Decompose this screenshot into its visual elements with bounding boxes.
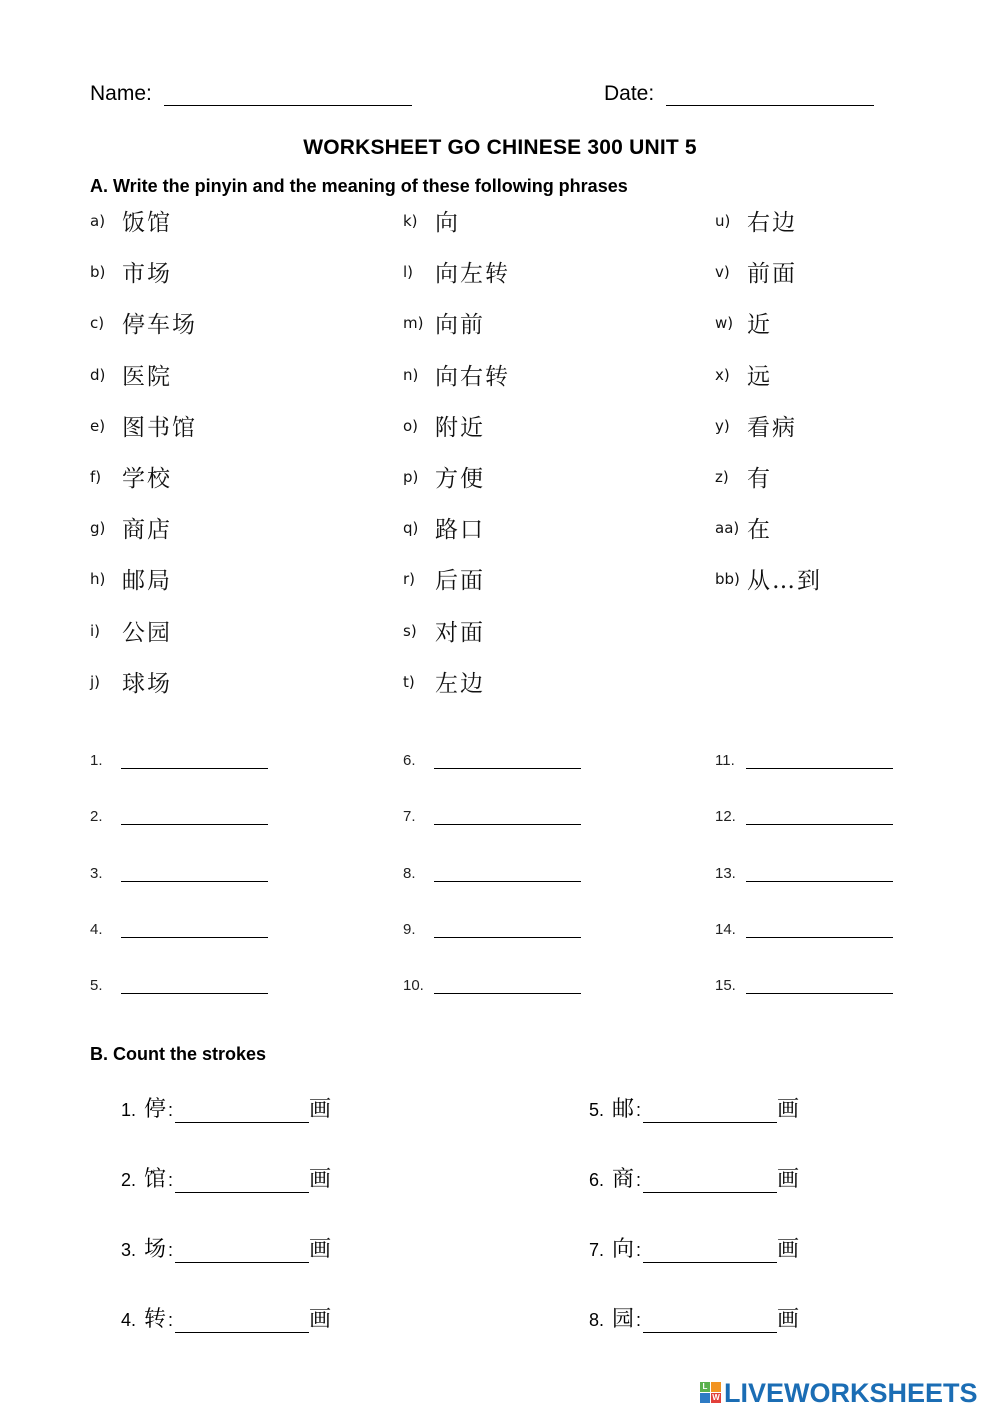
phrase-chinese: 路口 [435,517,485,544]
answer-item [403,921,581,938]
answer-item [715,865,893,882]
phrase-chinese: 对面 [435,619,485,646]
answer-input-line[interactable] [746,865,893,882]
answer-input-line[interactable] [746,808,893,825]
answer-item [90,865,268,882]
phrase-chinese: 在 [747,517,772,544]
stroke-number: 1. [121,1100,137,1120]
logo-letter-w: W [712,1393,720,1402]
stroke-number: 5. [589,1100,605,1120]
stroke-item [589,1162,799,1193]
phrase-letter: t) [403,672,415,691]
phrase-chinese: 向前 [435,312,485,339]
phrase-letter: m) [403,314,424,333]
phrase-letter: s) [403,621,417,640]
answer-input-line[interactable] [434,921,581,938]
stroke-colon: : [168,1170,174,1190]
phrase-letter: r) [403,570,416,589]
answer-number: 8. [403,864,416,882]
phrase-chinese: 公园 [122,619,172,646]
logo-letter-l: L [702,1382,708,1391]
stroke-number: 6. [589,1170,605,1190]
answer-item [90,808,268,825]
stroke-colon: : [636,1100,642,1120]
section-b-heading: B. Count the strokes [90,1044,267,1064]
phrase-chinese: 有 [747,466,772,492]
stroke-colon: : [636,1240,642,1260]
phrase-letter: bb) [715,570,740,589]
stroke-character: 转 [144,1307,167,1332]
phrase-chinese: 看病 [747,414,797,441]
phrase-chinese: 市场 [122,261,172,288]
phrase-letter: f) [90,468,102,486]
stroke-item [121,1092,331,1123]
stroke-input-line[interactable] [175,1242,309,1263]
answer-item [715,977,893,994]
phrase-letter: e) [90,416,106,435]
phrase-chinese: 向 [435,210,460,236]
stroke-character: 馆 [144,1167,167,1192]
name-field [90,82,412,106]
answer-input-line[interactable] [121,865,268,882]
phrase-chinese: 后面 [435,568,485,595]
answer-number: 6. [403,752,416,769]
phrase-letter: q) [403,519,419,538]
phrase-chinese: 前面 [747,261,797,288]
stroke-input-line[interactable] [643,1242,777,1263]
answer-number: 11. [715,752,735,769]
name-label: Name: [90,82,152,105]
phrase-letter: l) [403,263,414,282]
phrase-letter: a) [90,212,106,230]
answer-number: 10. [403,977,424,995]
stroke-item [121,1232,331,1263]
phrase-letter: i) [90,621,101,640]
stroke-input-line[interactable] [643,1102,777,1123]
stroke-number: 2. [121,1170,137,1190]
stroke-item [589,1302,799,1333]
phrase-letter: d) [90,365,106,384]
phrase-letter: b) [90,263,106,282]
answer-item [715,921,893,938]
answer-input-line[interactable] [434,865,581,882]
answer-input-line[interactable] [746,977,893,994]
phrase-letter: z) [715,468,729,486]
stroke-input-line[interactable] [175,1312,309,1333]
answer-number: 4. [90,920,103,938]
phrase-chinese: 图书馆 [122,414,197,441]
stroke-unit: 画 [309,1237,332,1262]
phrase-chinese: 右边 [747,210,797,236]
answer-item [715,752,893,769]
stroke-colon: : [168,1240,174,1260]
phrase-letter: v) [715,263,730,282]
stroke-unit: 画 [309,1307,332,1332]
answer-input-line[interactable] [121,977,268,994]
answer-number: 15. [715,977,736,995]
answer-item [403,977,581,994]
phrase-chinese: 向右转 [435,363,510,390]
answer-number: 1. [90,752,103,769]
answer-number: 13. [715,864,736,882]
phrase-letter: g) [90,519,106,538]
phrase-chinese: 附近 [435,414,485,441]
stroke-number: 4. [121,1310,137,1330]
phrase-chinese: 饭馆 [122,210,172,236]
stroke-character: 邮 [612,1097,635,1122]
stroke-input-line[interactable] [175,1102,309,1123]
phrase-chinese: 学校 [122,466,172,492]
phrase-chinese: 远 [747,363,772,390]
answer-item [715,808,893,825]
answer-item [90,752,268,769]
stroke-unit: 画 [777,1167,800,1192]
stroke-unit: 画 [309,1097,332,1122]
stroke-colon: : [636,1310,642,1330]
phrase-letter: n) [403,365,419,384]
stroke-colon: : [636,1170,642,1190]
liveworksheets-logo-icon [700,1382,721,1403]
phrase-chinese: 左边 [435,670,485,697]
phrase-chinese: 向左转 [435,261,510,288]
phrase-letter: j) [90,672,101,691]
stroke-character: 场 [144,1237,167,1262]
phrase-chinese: 医院 [122,363,172,390]
answer-number: 7. [403,808,416,826]
stroke-input-line[interactable] [175,1172,309,1193]
stroke-character: 停 [144,1097,167,1122]
stroke-unit: 画 [777,1097,800,1122]
answer-input-line[interactable] [746,752,893,769]
phrase-letter: w) [715,314,734,333]
answer-number: 14. [715,920,736,938]
answer-number: 5. [90,977,103,995]
answer-input-line[interactable] [434,977,581,994]
phrase-chinese: 球场 [122,670,172,697]
answer-item [403,865,581,882]
phrase-chinese: 方便 [435,466,485,492]
page-title: WORKSHEET GO CHINESE 300 UNIT 5 [303,136,697,159]
phrase-chinese: 从…到 [747,568,822,595]
stroke-unit: 画 [777,1237,800,1262]
phrase-letter: p) [403,468,419,486]
section-a-heading: A. Write the pinyin and the meaning of these following phrases [90,176,628,196]
stroke-character: 园 [612,1307,635,1332]
stroke-colon: : [168,1100,174,1120]
answer-input-line[interactable] [434,752,581,769]
stroke-unit: 画 [309,1167,332,1192]
phrase-chinese: 近 [747,312,772,339]
answer-number: 9. [403,920,416,938]
answer-number: 2. [90,808,103,826]
stroke-item [121,1302,331,1333]
name-input-line[interactable] [164,89,412,106]
answer-input-line[interactable] [121,808,268,825]
phrase-letter: aa) [715,519,740,538]
answer-item [403,752,581,769]
date-label: Date: [604,82,655,105]
phrase-chinese: 停车场 [122,312,197,339]
phrase-letter: h) [90,570,106,589]
phrase-letter: o) [403,416,419,435]
phrase-letter: y) [715,416,730,435]
stroke-item [121,1162,331,1193]
stroke-colon: : [168,1310,174,1330]
phrase-letter: k) [403,212,418,230]
answer-item [90,921,268,938]
phrase-chinese: 邮局 [122,568,172,595]
stroke-number: 3. [121,1240,137,1260]
stroke-character: 向 [612,1237,635,1262]
answer-item [403,808,581,825]
stroke-input-line[interactable] [643,1172,777,1193]
stroke-number: 8. [589,1310,605,1330]
phrase-letter: c) [90,314,105,333]
stroke-number: 7. [589,1240,605,1260]
phrase-chinese: 商店 [122,517,172,544]
answer-input-line[interactable] [121,752,268,769]
brand-wordmark: LIVEWORKSHEETS [724,1378,978,1408]
answer-input-line[interactable] [746,921,893,938]
phrase-letter: u) [715,212,731,230]
answer-number: 12. [715,808,736,826]
stroke-unit: 画 [777,1307,800,1332]
stroke-item [589,1232,799,1263]
answer-input-line[interactable] [434,808,581,825]
stroke-character: 商 [612,1167,635,1192]
date-input-line[interactable] [666,89,874,106]
stroke-input-line[interactable] [643,1312,777,1333]
date-field [604,82,874,106]
answer-item [90,977,268,994]
stroke-item [589,1092,799,1123]
answer-number: 3. [90,864,103,882]
answer-input-line[interactable] [121,921,268,938]
phrase-letter: x) [715,365,730,384]
